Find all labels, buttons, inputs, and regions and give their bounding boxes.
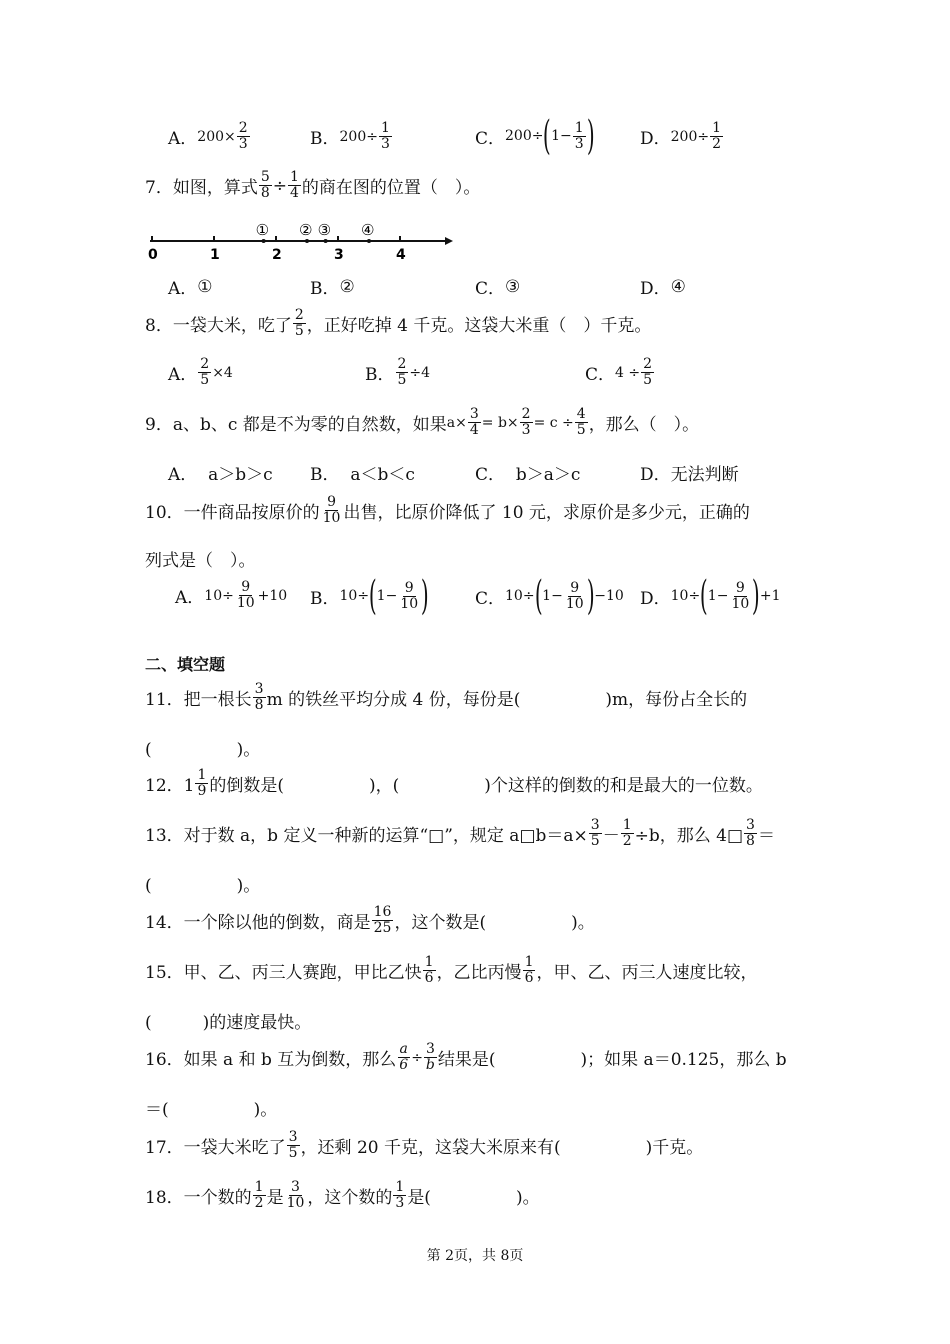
numerator: a xyxy=(399,1041,408,1057)
q8-stem xyxy=(145,308,651,339)
numerator: 3 xyxy=(469,406,479,422)
expression: −10 xyxy=(594,588,624,604)
option-label: A． xyxy=(168,129,198,149)
stem-text: 18．一个数的 xyxy=(145,1188,252,1208)
numerator: 3 xyxy=(288,1129,298,1145)
numerator: 2 xyxy=(397,356,407,372)
denominator: 2 xyxy=(622,833,632,849)
fraction xyxy=(195,768,208,799)
expression: 200÷ xyxy=(670,128,710,145)
q14-stem xyxy=(145,905,595,936)
numerator: 1 xyxy=(290,169,299,185)
right-paren: ) xyxy=(586,113,595,159)
denominator: 2 xyxy=(712,136,722,152)
numerator: 1 xyxy=(622,817,632,833)
number-line-point-label: ② xyxy=(299,221,313,239)
expression: = c ÷ xyxy=(533,414,574,431)
q17-stem xyxy=(145,1130,703,1161)
q9-stem xyxy=(145,407,699,438)
expression: ÷4 xyxy=(409,364,431,381)
fraction xyxy=(396,357,409,388)
stem-text: ，那么（ ）。 xyxy=(588,415,700,435)
q6-option-b[interactable] xyxy=(310,121,393,152)
numerator: 3 xyxy=(254,681,264,697)
option-label: B． xyxy=(310,465,340,485)
option-text: a＜b＜c xyxy=(350,465,415,485)
denominator: 8 xyxy=(260,185,270,201)
option-label: A． xyxy=(168,465,198,485)
fraction xyxy=(621,818,634,849)
denominator: 3 xyxy=(574,135,584,152)
numerator: 1 xyxy=(424,954,434,970)
expression: +1 xyxy=(759,588,781,604)
fraction xyxy=(288,170,301,201)
numerator: 1 xyxy=(574,119,584,136)
fraction xyxy=(575,407,588,438)
stem-text: 的商在图的位置（ ）。 xyxy=(301,178,481,198)
denominator: 5 xyxy=(200,372,210,388)
denominator: 2 xyxy=(254,1195,264,1211)
q10-option-c[interactable] xyxy=(475,573,624,619)
q10-option-b[interactable] xyxy=(310,573,429,619)
fraction xyxy=(253,1180,266,1211)
denominator: b xyxy=(425,1057,435,1073)
number-line-tick-label: 0 xyxy=(148,247,158,263)
numerator: 2 xyxy=(294,307,304,323)
q10-option-a[interactable] xyxy=(175,580,287,611)
denominator: 6 xyxy=(424,970,434,986)
q9-option-a[interactable] xyxy=(168,460,273,485)
fraction xyxy=(520,407,533,438)
fraction xyxy=(397,1042,410,1073)
denominator: 3 xyxy=(380,136,390,152)
numerator: 16 xyxy=(373,904,392,920)
q7-option-a[interactable] xyxy=(168,274,213,299)
stem-text: 16．如果 a 和 b 互为倒数，那么 xyxy=(145,1050,397,1070)
numerator: 1 xyxy=(380,120,390,136)
fraction xyxy=(729,581,751,612)
stem-text: 结果是( )；如果 a＝0.125，那么 b xyxy=(437,1050,787,1070)
stem-text: 8．一袋大米，吃了 xyxy=(145,316,292,336)
expression: 10÷ xyxy=(204,587,234,604)
q7-stem xyxy=(145,170,480,201)
denominator: 3 xyxy=(238,136,248,152)
option-label: D． xyxy=(640,279,671,299)
denominator: 10 xyxy=(731,595,750,612)
stem-text: 7．如图，算式 xyxy=(145,178,258,198)
fraction xyxy=(393,1180,406,1211)
q11-stem xyxy=(145,682,747,713)
stem-text: ，正好吃掉 4 千克。这袋大米重（ ）千克。 xyxy=(306,316,652,336)
option-label: C． xyxy=(475,279,506,299)
number-line-point-label: ③ xyxy=(317,221,332,239)
option-text: ③ xyxy=(505,276,521,297)
fraction xyxy=(424,1042,437,1073)
numerator: 1 xyxy=(197,767,207,783)
option-text: 无法判断 xyxy=(670,465,739,485)
q16-stem xyxy=(145,1042,787,1073)
expression: 1− xyxy=(542,588,563,604)
expression: 1− xyxy=(376,588,398,604)
option-label: C． xyxy=(475,128,506,149)
numerator: 3 xyxy=(590,817,600,833)
numerator: 5 xyxy=(260,169,270,185)
numerator: 9 xyxy=(570,579,580,596)
option-text: b＞a＞c xyxy=(515,465,581,485)
fraction xyxy=(710,121,723,152)
numerator: 3 xyxy=(425,1041,435,1057)
fraction xyxy=(573,121,586,152)
stem-text: 10．一件商品按原价的 xyxy=(145,503,320,523)
right-paren: ) xyxy=(752,573,760,619)
expression: a× xyxy=(446,414,467,431)
expression: ×4 xyxy=(212,364,233,381)
stem-text: ，甲、乙、丙三人速度比较， xyxy=(536,963,758,983)
denominator: 25 xyxy=(373,920,392,936)
denominator: 3 xyxy=(395,1195,405,1211)
left-paren: ( xyxy=(700,573,708,619)
stem-text: 12．1 xyxy=(145,776,195,796)
q6-option-c[interactable] xyxy=(475,113,595,159)
denominator: 5 xyxy=(288,1145,298,1161)
number-line-point-label: ④ xyxy=(361,221,375,239)
fraction xyxy=(372,905,394,936)
q15-answer-blank[interactable]: ( )的速度最快。 xyxy=(145,1013,312,1033)
right-paren: ) xyxy=(421,573,429,619)
option-text: ② xyxy=(339,276,355,297)
fraction xyxy=(523,955,536,986)
fraction xyxy=(198,357,211,388)
denominator: 10 xyxy=(322,510,341,526)
q13-stem xyxy=(145,818,775,849)
numerator: 2 xyxy=(200,356,210,372)
q9-option-c[interactable] xyxy=(475,460,580,485)
q10-option-d[interactable] xyxy=(640,573,781,619)
expression: 1− xyxy=(551,128,572,144)
denominator: 5 xyxy=(294,323,304,339)
option-label: B． xyxy=(365,365,395,385)
expression: 1− xyxy=(707,588,729,604)
q7-option-b[interactable] xyxy=(310,274,355,299)
denominator: 8 xyxy=(746,833,755,849)
stem-text: 14．一个除以他的倒数，商是 xyxy=(145,913,371,933)
option-label: A． xyxy=(168,365,198,385)
q8-option-b[interactable] xyxy=(365,357,430,388)
denominator: 9 xyxy=(197,783,207,799)
number-line-tick-label: 4 xyxy=(396,247,406,263)
expression: 200÷ xyxy=(505,128,544,144)
q10-stem xyxy=(145,495,750,526)
q8-option-a[interactable] xyxy=(168,357,233,388)
fraction xyxy=(564,581,586,612)
denominator: 6 xyxy=(524,970,534,986)
q13-answer-blank[interactable]: ( )。 xyxy=(145,876,261,896)
numerator: 9 xyxy=(327,494,337,510)
option-label: C． xyxy=(585,365,616,385)
option-label: D． xyxy=(640,588,671,609)
q6-option-d[interactable] xyxy=(640,121,724,152)
denominator: 10 xyxy=(400,595,419,612)
stem-text: 13．对于数 a，b 定义一种新的运算“□”，规定 a□b＝a× xyxy=(145,826,588,846)
stem-text: ，这个数的 xyxy=(307,1188,393,1208)
fraction xyxy=(259,170,272,201)
stem-text: ＝ xyxy=(757,826,775,846)
option-label: C． xyxy=(475,588,506,609)
stem-text: 出售，比原价降低了 10 元，求原价是多少元，正确的 xyxy=(343,503,750,523)
operator: ÷ xyxy=(411,1049,423,1066)
stem-text: ，这个数是( )。 xyxy=(394,913,595,933)
fraction xyxy=(235,580,257,611)
numerator: 1 xyxy=(395,1179,405,1195)
fraction xyxy=(379,121,392,152)
option-text: a＞b＞c xyxy=(208,465,273,485)
fraction xyxy=(744,818,757,849)
stem-text: 是( )。 xyxy=(407,1188,540,1208)
number-line-point xyxy=(305,239,309,243)
q15-stem xyxy=(145,955,757,986)
denominator: 6 xyxy=(399,1057,409,1073)
stem-text: 11．把一根长 xyxy=(145,690,252,710)
page-footer: 第 2页，共 8页 xyxy=(426,1248,524,1264)
stem-text: m 的铁丝平均分成 4 份，每份是( )m，每份占全长的 xyxy=(266,690,748,710)
denominator: 5 xyxy=(590,833,600,849)
number-line-tick-label: 2 xyxy=(272,247,282,263)
q18-stem xyxy=(145,1180,540,1211)
fraction xyxy=(398,581,420,612)
numerator: 3 xyxy=(746,817,755,833)
expression: 200÷ xyxy=(339,128,378,145)
q10-stem-line2 xyxy=(145,546,256,571)
number-line-tick-label: 3 xyxy=(334,247,344,263)
denominator: 8 xyxy=(254,697,264,713)
fraction xyxy=(237,121,250,152)
stem-text: ÷b，那么 4□ xyxy=(634,826,744,846)
numerator: 1 xyxy=(712,120,722,136)
q12-stem xyxy=(145,768,763,799)
option-label: D． xyxy=(640,129,671,149)
option-text: ① xyxy=(197,276,213,297)
fraction xyxy=(287,1130,300,1161)
q7-option-d[interactable] xyxy=(640,274,686,299)
q8-option-c[interactable] xyxy=(585,357,655,388)
numerator: 9 xyxy=(241,579,251,595)
stem-text: 是 xyxy=(266,1188,284,1208)
denominator: 5 xyxy=(643,372,653,388)
fraction xyxy=(423,955,436,986)
expression: = b× xyxy=(481,414,519,431)
expression: 10÷ xyxy=(670,588,701,604)
right-paren: ) xyxy=(586,573,595,619)
numerator: 4 xyxy=(576,406,586,422)
denominator: 3 xyxy=(521,422,531,438)
stem-text: 9．a、b、c 都是不为零的自然数，如果 xyxy=(145,415,447,435)
q9-option-d[interactable] xyxy=(640,460,739,485)
left-paren: ( xyxy=(543,113,552,159)
denominator: 4 xyxy=(290,185,299,201)
option-label: A． xyxy=(168,279,198,299)
option-label: A． xyxy=(175,588,205,608)
left-paren: ( xyxy=(534,573,543,619)
denominator: 10 xyxy=(236,595,255,611)
q9-option-b[interactable] xyxy=(310,460,415,485)
stem-text: ，还剩 20 千克，这袋大米原来有( )千克。 xyxy=(300,1138,704,1158)
operator: － xyxy=(602,826,620,846)
operator: ÷ xyxy=(272,175,287,196)
numerator: 2 xyxy=(643,356,653,372)
expression: 4 ÷ xyxy=(615,364,641,381)
fraction xyxy=(293,308,306,339)
number-line-arrow xyxy=(445,237,453,245)
stem-text: 15．甲、乙、丙三人赛跑，甲比乙快 xyxy=(145,963,422,983)
number-line xyxy=(140,215,460,265)
denominator: 10 xyxy=(286,1195,305,1211)
numerator: 9 xyxy=(735,579,745,596)
expression: 10÷ xyxy=(505,588,535,604)
option-text: ④ xyxy=(670,276,686,297)
option-label: B． xyxy=(310,588,340,609)
fraction xyxy=(321,495,343,526)
fraction xyxy=(285,1180,307,1211)
denominator: 4 xyxy=(469,422,479,438)
q6-option-a[interactable] xyxy=(168,121,251,152)
number-line-point xyxy=(367,239,371,243)
expression: 10÷ xyxy=(339,588,370,604)
option-label: B． xyxy=(310,129,340,149)
stem-text: 的倒数是( )，( )个这样的倒数的和是最大的一位数。 xyxy=(209,776,763,796)
q16-answer-blank[interactable]: ＝( )。 xyxy=(145,1100,278,1120)
left-paren: ( xyxy=(368,573,377,619)
numerator: 9 xyxy=(404,579,414,596)
number-line-tick-label: 1 xyxy=(210,247,220,263)
q11-answer-blank[interactable]: ( )。 xyxy=(145,740,261,760)
number-line-point xyxy=(262,239,266,243)
option-label: D． xyxy=(640,465,671,485)
section-heading: 二、填空题 xyxy=(145,655,226,674)
denominator: 5 xyxy=(397,372,407,388)
stem-text: 17．一袋大米吃了 xyxy=(145,1138,286,1158)
q7-option-c[interactable] xyxy=(475,274,520,299)
fraction xyxy=(589,818,602,849)
numerator: 2 xyxy=(238,120,248,136)
expression: 200× xyxy=(197,128,236,145)
fraction xyxy=(641,357,654,388)
fraction xyxy=(468,407,481,438)
number-line-point-label: ① xyxy=(255,221,270,239)
numerator: 1 xyxy=(524,954,534,970)
option-label: B． xyxy=(310,279,340,299)
numerator: 3 xyxy=(291,1179,300,1195)
denominator: 10 xyxy=(565,595,584,612)
expression: +10 xyxy=(257,587,288,604)
stem-text: 列式是（ ）。 xyxy=(145,551,256,571)
fraction xyxy=(253,682,266,713)
denominator: 5 xyxy=(576,422,586,438)
numerator: 2 xyxy=(521,406,531,422)
number-line-point xyxy=(324,239,328,243)
stem-text: ，乙比丙慢 xyxy=(436,963,522,983)
option-label: C． xyxy=(475,465,506,485)
numerator: 1 xyxy=(254,1179,264,1195)
